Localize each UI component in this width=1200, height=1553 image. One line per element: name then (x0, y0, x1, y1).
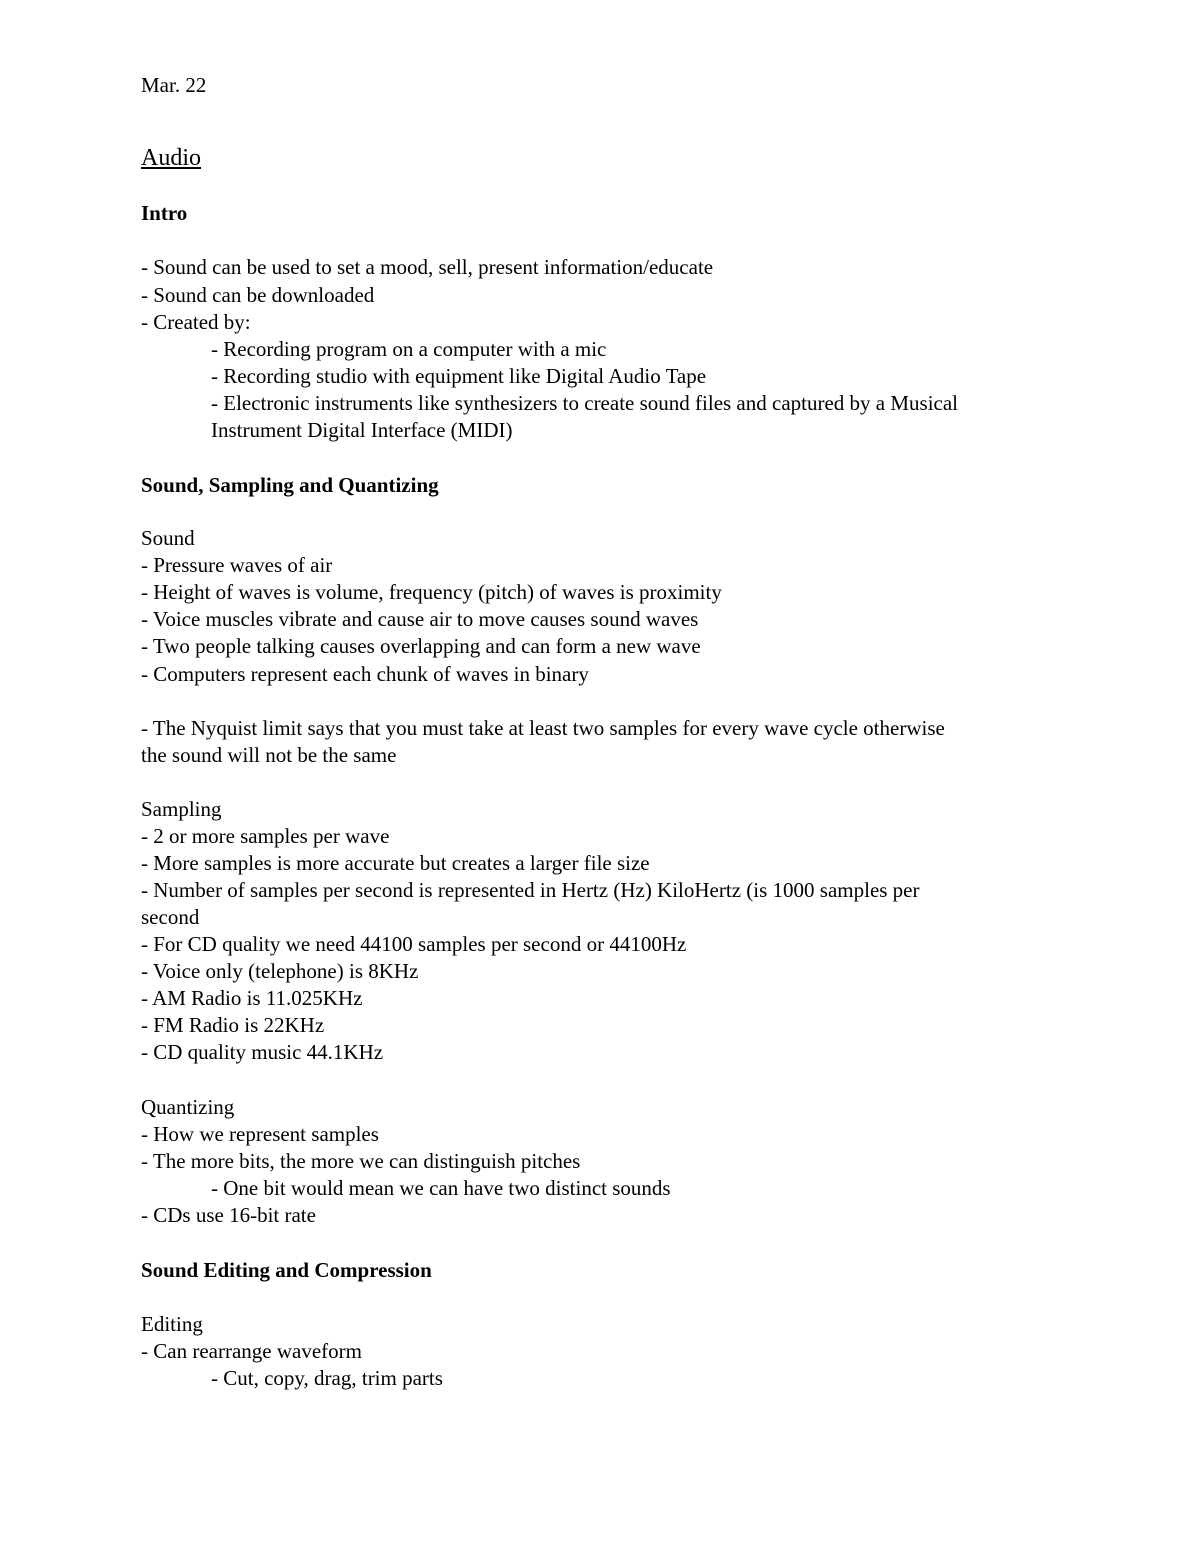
intro-bullet: - Sound can be used to set a mood, sell, present information/educate (141, 255, 714, 279)
sampling-bullet: - FM Radio is 22KHz (141, 1013, 325, 1037)
sampling-bullet: - 2 or more samples per wave (141, 824, 390, 848)
sound-label: Sound (141, 526, 195, 550)
sound-bullet: - Pressure waves of air (141, 553, 333, 577)
intro-sub-bullet-continued: Instrument Digital Interface (MIDI) (211, 418, 513, 442)
sound-bullet: - Voice muscles vibrate and cause air to move causes sound waves (141, 607, 699, 631)
section-heading-sound-sampling-quantizing: Sound, Sampling and Quantizing (141, 473, 439, 497)
nyquist-note-continued: the sound will not be the same (141, 743, 397, 767)
intro-sub-bullet: - Electronic instruments like synthesizers to create sound files and captured by a Musical (211, 391, 959, 415)
sampling-bullet: - More samples is more accurate but creates a larger file size (141, 851, 650, 875)
editing-label: Editing (141, 1312, 203, 1336)
quantizing-sub-bullet: - One bit would mean we can have two distinct sounds (211, 1176, 671, 1200)
sound-bullet: - Two people talking causes overlapping and can form a new wave (141, 634, 701, 658)
sampling-bullet: - Voice only (telephone) is 8KHz (141, 959, 419, 983)
quantizing-bullet: - CDs use 16-bit rate (141, 1203, 316, 1227)
intro-bullet: - Created by: (141, 310, 251, 334)
quantizing-label: Quantizing (141, 1095, 235, 1119)
intro-sub-bullet: - Recording studio with equipment like Digital Audio Tape (211, 364, 707, 388)
quantizing-bullet: - How we represent samples (141, 1122, 379, 1146)
sampling-bullet: - Number of samples per second is represented in Hertz (Hz) KiloHertz (is 1000 samples per (141, 878, 920, 902)
intro-sub-bullet: - Recording program on a computer with a mic (211, 337, 607, 361)
sampling-bullet: - For CD quality we need 44100 samples per second or 44100Hz (141, 932, 687, 956)
editing-bullet: - Can rearrange waveform (141, 1339, 362, 1363)
sound-bullet: - Height of waves is volume, frequency (pitch) of waves is proximity (141, 580, 722, 604)
section-heading-editing-compression: Sound Editing and Compression (141, 1258, 432, 1282)
sampling-label: Sampling (141, 797, 222, 821)
page-title: Audio (141, 145, 201, 171)
intro-bullet: - Sound can be downloaded (141, 283, 375, 307)
date-line: Mar. 22 (141, 73, 207, 97)
sampling-bullet: - AM Radio is 11.025KHz (141, 986, 363, 1010)
editing-sub-bullet: - Cut, copy, drag, trim parts (211, 1366, 443, 1390)
intro-heading: Intro (141, 201, 188, 225)
quantizing-bullet: - The more bits, the more we can distinguish pitches (141, 1149, 581, 1173)
nyquist-note: - The Nyquist limit says that you must take at least two samples for every wave cycle otherwise (141, 716, 945, 740)
sampling-bullet: - CD quality music 44.1KHz (141, 1040, 384, 1064)
sound-bullet: - Computers represent each chunk of waves in binary (141, 662, 589, 686)
sampling-bullet-continued: second (141, 905, 200, 929)
